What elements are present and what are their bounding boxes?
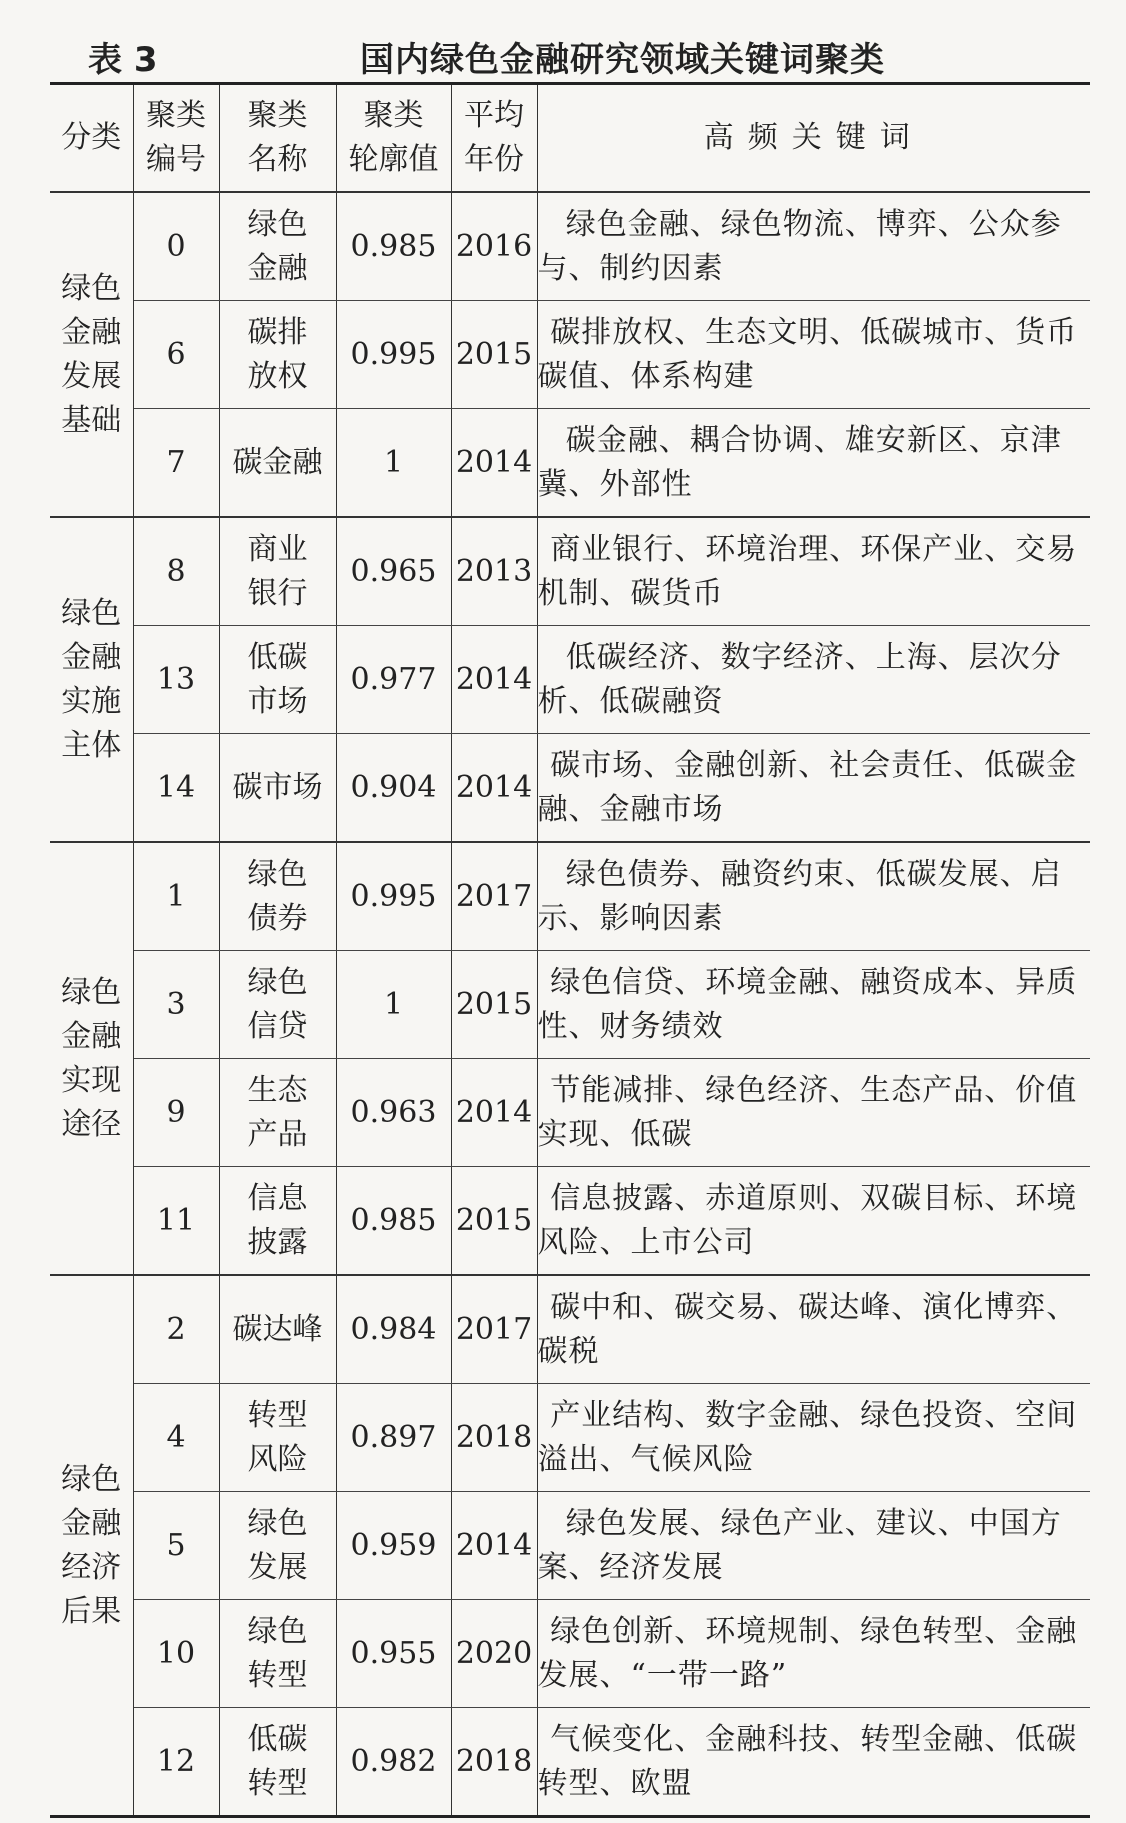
keywords-cell: 产业结构、数字金融、绿色投资、空间溢出、气候风险 — [537, 1384, 1090, 1492]
cluster-id-cell: 12 — [133, 1708, 219, 1817]
cluster-name-cell: 碳金融 — [219, 409, 336, 518]
silhouette-cell: 0.995 — [336, 842, 451, 951]
avg-year-cell: 2014 — [451, 1059, 537, 1167]
silhouette-cell: 0.965 — [336, 517, 451, 626]
cluster-name-cell: 绿色 转型 — [219, 1600, 336, 1708]
avg-year-cell: 2015 — [451, 1167, 537, 1276]
keywords-cell: 碳中和、碳交易、碳达峰、演化博弈、碳税 — [537, 1275, 1090, 1384]
silhouette-cell: 0.904 — [336, 734, 451, 843]
cluster-name-cell: 低碳 转型 — [219, 1708, 336, 1817]
table-row — [50, 409, 1090, 518]
avg-year-cell: 2014 — [451, 734, 537, 843]
avg-year-cell: 2014 — [451, 1492, 537, 1600]
table-title: 国内绿色金融研究领域关键词聚类 — [360, 40, 885, 80]
keywords-cell: 碳排放权、生态文明、低碳城市、货币碳值、体系构建 — [537, 301, 1090, 409]
silhouette-cell: 0.955 — [336, 1600, 451, 1708]
keywords-cell: 绿色创新、环境规制、绿色转型、金融发展、“一带一路” — [537, 1600, 1090, 1708]
keywords-cell: 碳金融、耦合协调、雄安新区、京津冀、外部性 — [537, 409, 1090, 518]
cluster-name-cell: 转型 风险 — [219, 1384, 336, 1492]
avg-year-cell: 2015 — [451, 951, 537, 1059]
avg-year-cell: 2013 — [451, 517, 537, 626]
header-cluster-id: 聚类 编号 — [133, 84, 219, 193]
cluster-id-cell: 1 — [133, 842, 219, 951]
cluster-id-cell: 9 — [133, 1059, 219, 1167]
keywords-cell: 绿色发展、绿色产业、建议、中国方案、经济发展 — [537, 1492, 1090, 1600]
table-row — [50, 1600, 1090, 1708]
category-cell: 绿色 金融 发展 基础 — [50, 192, 133, 517]
keywords-cell: 低碳经济、数字经济、上海、层次分析、低碳融资 — [537, 626, 1090, 734]
category-cell: 绿色 金融 实施 主体 — [50, 517, 133, 842]
table-row — [50, 1059, 1090, 1167]
header-cluster-name: 聚类 名称 — [219, 84, 336, 193]
silhouette-cell: 0.982 — [336, 1708, 451, 1817]
avg-year-cell: 2014 — [451, 626, 537, 734]
avg-year-cell: 2017 — [451, 842, 537, 951]
avg-year-cell: 2017 — [451, 1275, 537, 1384]
cluster-id-cell: 4 — [133, 1384, 219, 1492]
avg-year-cell: 2014 — [451, 409, 537, 518]
cluster-name-cell: 绿色 发展 — [219, 1492, 336, 1600]
silhouette-cell: 0.963 — [336, 1059, 451, 1167]
keyword-cluster-table — [50, 82, 1090, 1818]
cluster-id-cell: 2 — [133, 1275, 219, 1384]
category-cell: 绿色 金融 实现 途径 — [50, 842, 133, 1275]
silhouette-cell: 0.985 — [336, 1167, 451, 1276]
table-row — [50, 301, 1090, 409]
cluster-name-cell: 碳达峰 — [219, 1275, 336, 1384]
cluster-id-cell: 0 — [133, 192, 219, 301]
table-number: 表 3 — [88, 40, 158, 80]
cluster-name-cell: 商业 银行 — [219, 517, 336, 626]
table-row — [50, 1384, 1090, 1492]
cluster-name-cell: 绿色 信贷 — [219, 951, 336, 1059]
cluster-name-cell: 绿色 债券 — [219, 842, 336, 951]
avg-year-cell: 2020 — [451, 1600, 537, 1708]
cluster-name-cell: 碳排 放权 — [219, 301, 336, 409]
header-silhouette: 聚类 轮廓值 — [336, 84, 451, 193]
keywords-cell: 气候变化、金融科技、转型金融、低碳转型、欧盟 — [537, 1708, 1090, 1817]
avg-year-cell: 2016 — [451, 192, 537, 301]
keywords-cell: 节能减排、绿色经济、生态产品、价值实现、低碳 — [537, 1059, 1090, 1167]
table-row — [50, 842, 1090, 951]
keywords-cell: 信息披露、赤道原则、双碳目标、环境风险、上市公司 — [537, 1167, 1090, 1276]
silhouette-cell: 0.959 — [336, 1492, 451, 1600]
silhouette-cell: 0.897 — [336, 1384, 451, 1492]
silhouette-cell: 1 — [336, 409, 451, 518]
header-avg-year: 平均 年份 — [451, 84, 537, 193]
cluster-id-cell: 7 — [133, 409, 219, 518]
table-row — [50, 734, 1090, 843]
cluster-name-cell: 绿色 金融 — [219, 192, 336, 301]
silhouette-cell: 0.984 — [336, 1275, 451, 1384]
cluster-name-cell: 碳市场 — [219, 734, 336, 843]
table-caption — [50, 18, 1090, 82]
keywords-cell: 绿色债券、融资约束、低碳发展、启示、影响因素 — [537, 842, 1090, 951]
table-row — [50, 517, 1090, 626]
avg-year-cell: 2018 — [451, 1384, 537, 1492]
cluster-id-cell: 10 — [133, 1600, 219, 1708]
table-row — [50, 951, 1090, 1059]
avg-year-cell: 2015 — [451, 301, 537, 409]
cluster-name-cell: 信息 披露 — [219, 1167, 336, 1276]
table-body — [50, 192, 1090, 1817]
cluster-id-cell: 3 — [133, 951, 219, 1059]
keywords-cell: 绿色金融、绿色物流、博弈、公众参与、制约因素 — [537, 192, 1090, 301]
silhouette-cell: 1 — [336, 951, 451, 1059]
header-keywords: 高频关键词 — [537, 84, 1090, 193]
cluster-id-cell: 14 — [133, 734, 219, 843]
cluster-name-cell: 生态 产品 — [219, 1059, 336, 1167]
cluster-id-cell: 8 — [133, 517, 219, 626]
keywords-cell: 碳市场、金融创新、社会责任、低碳金融、金融市场 — [537, 734, 1090, 843]
cluster-id-cell: 6 — [133, 301, 219, 409]
silhouette-cell: 0.995 — [336, 301, 451, 409]
table-row — [50, 1492, 1090, 1600]
category-cell: 绿色 金融 经济 后果 — [50, 1275, 133, 1817]
cluster-id-cell: 13 — [133, 626, 219, 734]
silhouette-cell: 0.977 — [336, 626, 451, 734]
table-row — [50, 1275, 1090, 1384]
table-row — [50, 1167, 1090, 1276]
table-row — [50, 192, 1090, 301]
keywords-cell: 商业银行、环境治理、环保产业、交易机制、碳货币 — [537, 517, 1090, 626]
header-row — [50, 84, 1090, 193]
table-row — [50, 1708, 1090, 1817]
header-category: 分类 — [50, 84, 133, 193]
cluster-id-cell: 11 — [133, 1167, 219, 1276]
cluster-name-cell: 低碳 市场 — [219, 626, 336, 734]
table-row — [50, 626, 1090, 734]
avg-year-cell: 2018 — [451, 1708, 537, 1817]
silhouette-cell: 0.985 — [336, 192, 451, 301]
cluster-id-cell: 5 — [133, 1492, 219, 1600]
keywords-cell: 绿色信贷、环境金融、融资成本、异质性、财务绩效 — [537, 951, 1090, 1059]
